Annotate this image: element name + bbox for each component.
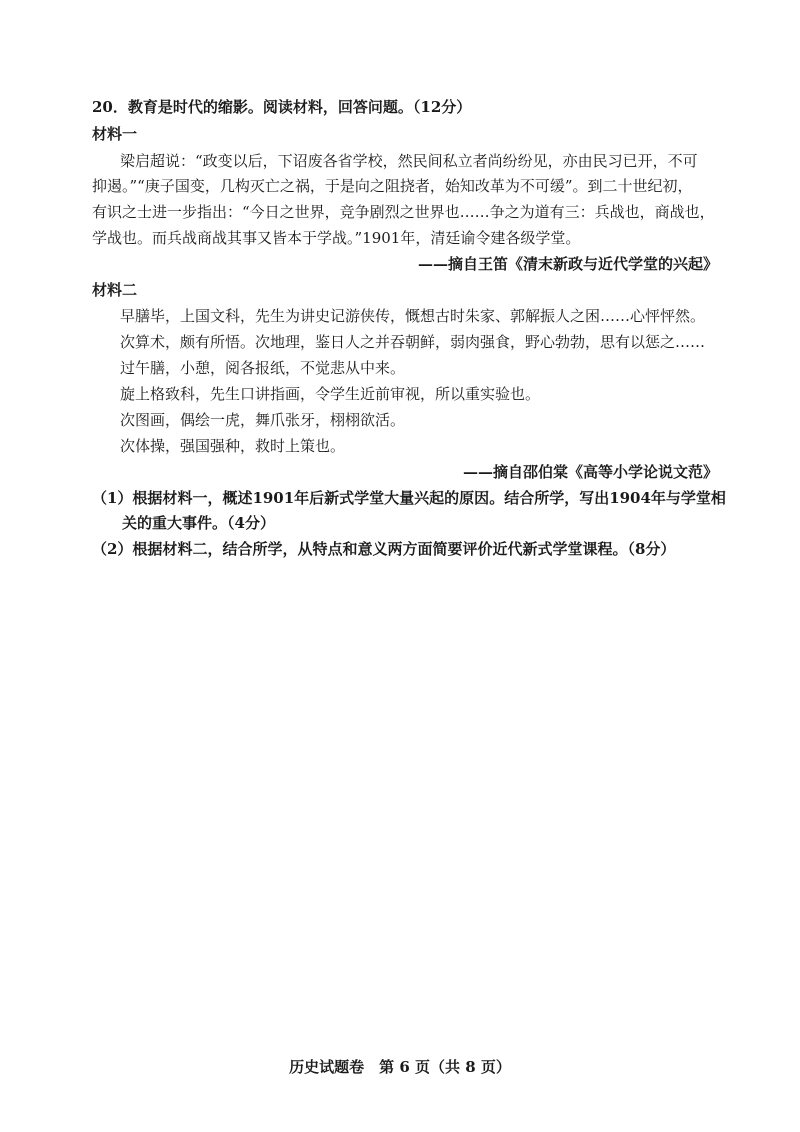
material-1-label: 材料一	[92, 125, 138, 143]
page-footer: 历史试题卷 第 6 页（共 8 页）	[289, 1058, 511, 1076]
material-1-line: 梁启超说：“政变以后，下诏废各省学校，然民间私立者尚纷纷见，亦由民习已开，不可	[120, 152, 698, 170]
question-1-continued: 关的重大事件。（4分）	[122, 514, 275, 532]
material-1-line: 抑遏。”“庚子国变，几构灭亡之祸，于是向之阻挠者，始知改革为不可缓”。到二十世纪初，	[92, 177, 693, 195]
material-1-source: ——摘自王笛《清末新政与近代学堂的兴起》	[417, 255, 718, 273]
question-title: 20．教育是时代的缩影。阅读材料，回答问题。（12分）	[92, 98, 472, 116]
material-2-line: 次算术，颇有所悟。次地理，鉴日人之并吞朝鲜，弱肉强食，野心勃勃，思有以惩之……	[120, 333, 706, 351]
material-2-line: 过午膳，小憩，阅各报纸，不觉悲从中来。	[120, 359, 406, 377]
material-2-line: 旋上格致科，先生口讲指画，令学生近前审视，所以重实验也。	[120, 385, 541, 403]
material-2-line: 次图画，偶绘一虎，舞爪张牙，栩栩欲活。	[120, 411, 406, 429]
material-1-line: 有识之士进一步指出：“今日之世界，竞争剧烈之世界也……争之为道有三：兵战也，商战也，	[92, 203, 715, 221]
material-2-line: 早膳毕，上国文科，先生为讲史记游侠传，慨想古时朱家、郭解振人之困……心怦怦然。	[120, 307, 706, 325]
material-2-source: ——摘自邵伯棠《高等小学论说文范》	[462, 463, 718, 481]
material-2-label: 材料二	[92, 281, 138, 299]
question-1: （1）根据材料一，概述1901年后新式学堂大量兴起的原因。结合所学，写出1904年与学堂相	[92, 489, 726, 507]
material-1-line: 学战也。而兵战商战其事又皆本于学战。”1901年，清廷谕令建各级学堂。	[92, 229, 581, 247]
question-2: （2）根据材料二，结合所学，从特点和意义两方面简要评价近代新式学堂课程。（8分）	[92, 540, 676, 558]
material-2-line: 次体操，强国强种，救时上策也。	[120, 437, 346, 455]
